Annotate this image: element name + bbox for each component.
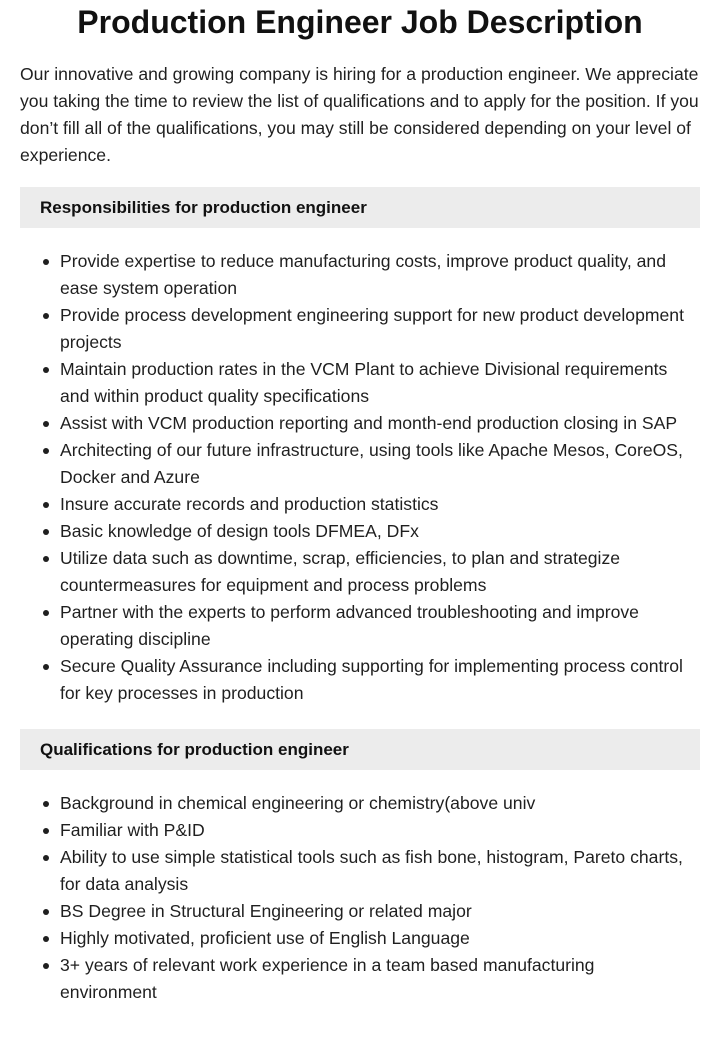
list-item-text: Utilize data such as downtime, scrap, efficiencies, to plan and strategize countermeasures for equipment and process problems bbox=[60, 548, 621, 595]
bullet-icon bbox=[43, 610, 49, 616]
list-item bbox=[60, 248, 700, 302]
bullet-icon bbox=[43, 801, 49, 807]
list-item bbox=[60, 925, 700, 952]
bullet-icon bbox=[43, 855, 49, 861]
bullet-icon bbox=[43, 259, 49, 265]
list-item bbox=[60, 844, 700, 898]
list-item-text: Background in chemical engineering or chemistry(above univ bbox=[60, 793, 536, 813]
bullet-icon bbox=[43, 936, 49, 942]
list-item bbox=[60, 599, 700, 653]
list-item bbox=[60, 437, 700, 491]
bullet-icon bbox=[43, 448, 49, 454]
page-title: Production Engineer Job Description bbox=[77, 4, 643, 40]
list-item-text: Ability to use simple statistical tools such as fish bone, histogram, Pareto charts, for data analysis bbox=[60, 847, 683, 894]
list-item bbox=[60, 410, 700, 437]
bullet-icon bbox=[43, 313, 49, 319]
bullet-icon bbox=[43, 828, 49, 834]
bullet-icon bbox=[43, 909, 49, 915]
list-item bbox=[60, 790, 700, 817]
list-item bbox=[60, 898, 700, 925]
list-item-text: Highly motivated, proficient use of English Language bbox=[60, 928, 470, 948]
responsibilities-list bbox=[20, 248, 700, 707]
bullet-icon bbox=[43, 556, 49, 562]
list-item-text: Basic knowledge of design tools DFMEA, DFx bbox=[60, 521, 419, 541]
responsibilities-heading: Responsibilities for production engineer bbox=[20, 187, 700, 228]
list-item-text: BS Degree in Structural Engineering or related major bbox=[60, 901, 472, 921]
list-item-text: Architecting of our future infrastructure, using tools like Apache Mesos, CoreOS, Docker and Azure bbox=[60, 440, 683, 487]
bullet-icon bbox=[43, 421, 49, 427]
list-item-text: Partner with the experts to perform advanced troubleshooting and improve operating discipline bbox=[60, 602, 639, 649]
list-item bbox=[60, 952, 700, 1006]
qualifications-heading: Qualifications for production engineer bbox=[20, 729, 700, 770]
intro-paragraph: Our innovative and growing company is hiring for a production engineer. We appreciate you taking the time to review the list of qualifications and to apply for the position. If you don’t fill all of the qualifications, you may still be considered depending on your level of experience. bbox=[20, 64, 699, 165]
bullet-icon bbox=[43, 529, 49, 535]
qualifications-list bbox=[20, 790, 700, 1006]
list-item-text: Assist with VCM production reporting and month-end production closing in SAP bbox=[60, 413, 678, 433]
list-item bbox=[60, 817, 700, 844]
list-item-text: Insure accurate records and production statistics bbox=[60, 494, 439, 514]
list-item-text: Maintain production rates in the VCM Plant to achieve Divisional requirements and within product quality specifications bbox=[60, 359, 668, 406]
list-item bbox=[60, 653, 700, 707]
list-item bbox=[60, 356, 700, 410]
bullet-icon bbox=[43, 664, 49, 670]
list-item bbox=[60, 545, 700, 599]
list-item-text: 3+ years of relevant work experience in a team based manufacturing environment bbox=[60, 955, 595, 1002]
bullet-icon bbox=[43, 502, 49, 508]
list-item bbox=[60, 518, 700, 545]
list-item-text: Secure Quality Assurance including supporting for implementing process control for key processes in production bbox=[60, 656, 683, 703]
bullet-icon bbox=[43, 963, 49, 969]
list-item-text: Provide expertise to reduce manufacturing costs, improve product quality, and ease system operation bbox=[60, 251, 666, 298]
list-item bbox=[60, 491, 700, 518]
list-item-text: Provide process development engineering support for new product development projects bbox=[60, 305, 684, 352]
bullet-icon bbox=[43, 367, 49, 373]
list-item-text: Familiar with P&ID bbox=[60, 820, 205, 840]
list-item bbox=[60, 302, 700, 356]
